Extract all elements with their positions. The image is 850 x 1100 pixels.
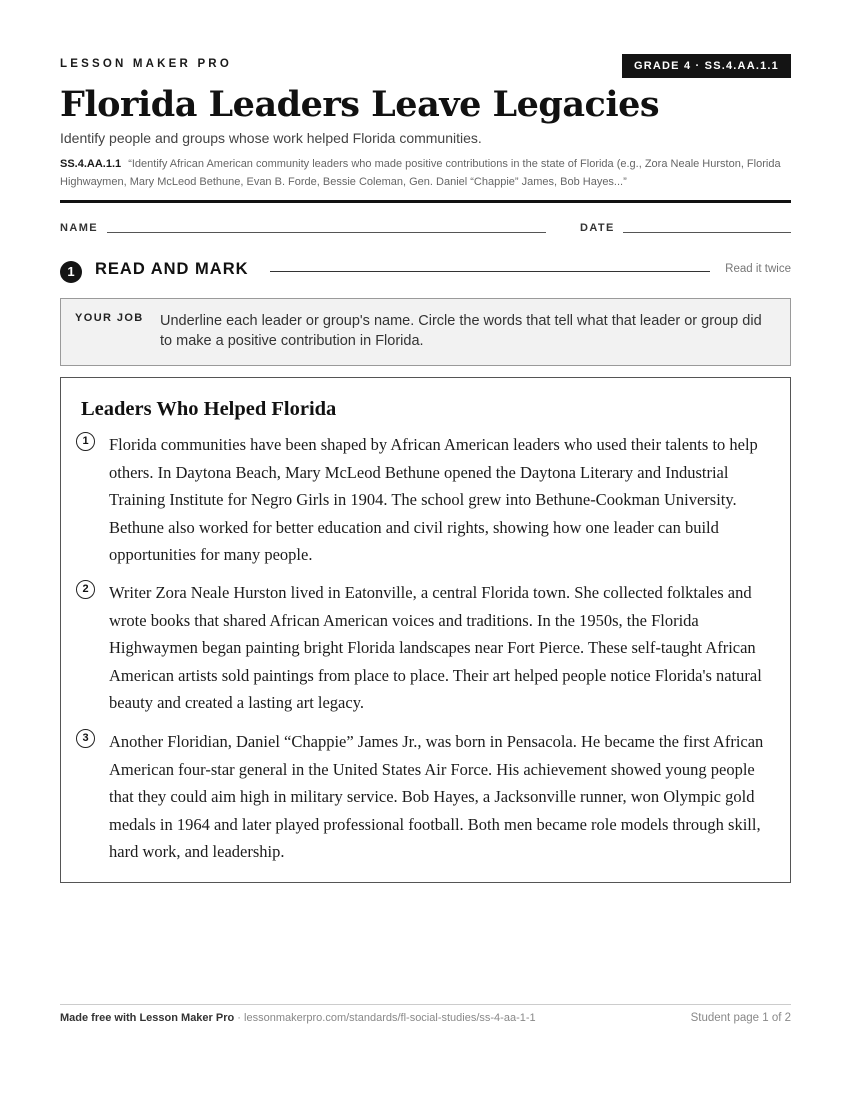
instructions-label: YOUR JOB [75,312,144,324]
brand-name: LESSON MAKER PRO [60,58,232,70]
section-note: Read it twice [725,263,791,275]
name-field-line[interactable] [107,232,546,233]
footer-separator: · [237,1012,245,1024]
instructions-text: Underline each leader or group's name. Circle the words that tell what that leader or group did to make a positive contribution in Florida. [160,313,762,349]
page-title: Florida Leaders Leave Legacies [60,84,660,125]
date-label: DATE [580,222,615,234]
reading-passage [60,377,791,883]
date-field-line[interactable] [623,232,791,233]
page-subtitle: Identify people and groups whose work helped Florida communities. [60,130,482,146]
footer-made-with: Made free with Lesson Maker Pro [60,1012,235,1024]
paragraph-number: 1 [76,432,95,451]
name-label: NAME [60,222,98,234]
grade-badge: GRADE 4 · SS.4.AA.1.1 [622,54,791,78]
footer-divider [60,1004,791,1005]
paragraph-number: 2 [76,580,95,599]
paragraph-text[interactable]: Another Floridian, Daniel “Chappie” James Jr., was born in Pensacola. He became the first African American four-star general in the United States Air Force. His achievement showed young people that they could aim high in military service. Bob Hayes, a Jacksonville runner, won Olympic gold medals in 1964 and later played professional football. Both men became role models through skill, hard work, and leadership. [109,732,764,861]
page-indicator: Student page 1 of 2 [690,1012,791,1024]
standard-code: SS.4.AA.1.1 [60,158,122,170]
header-divider [60,200,791,203]
worksheet-page [60,0,791,1100]
section-divider [270,271,710,272]
instructions-box [60,298,791,366]
footer-credit [60,1012,536,1024]
footer-url[interactable]: lessonmakerpro.com/standards/fl-social-studies/ss-4-aa-1-1 [244,1012,536,1024]
standard-text: “Identify African American community leaders who made positive contributions in the state of Florida (e.g., Zora Neale Hurston, Florida Highwaymen, Mary McLeod Bethune, Evan B. Forde, Bessie Coleman, Gen. Daniel “Chappie” James, Bob Hayes...” [60,158,781,188]
paragraph-text[interactable]: Writer Zora Neale Hurston lived in Eatonville, a central Florida town. She collected folktales and wrote books that shared African American voices and traditions. In the 1950s, the Florida Highwaymen began painting bright Florida landscapes near Fort Pierce. These self-taught African American artists sold paintings from place to place. Their art helped people notice Florida's natural beauty and created a lasting art legacy. [109,583,762,712]
passage-title: Leaders Who Helped Florida [81,398,337,420]
section-header [60,259,791,283]
section-title: READ AND MARK [95,260,249,278]
paragraph-text[interactable]: Florida communities have been shaped by African American leaders who used their talents to help others. In Daytona Beach, Mary McLeod Bethune opened the Daytona Literary and Industrial Training Institute for Negro Girls in 1904. The school grew into Bethune-Cookman University. Bethune also worked for better education and civil rights, showing how one leader can build opportunities for many people. [109,435,758,564]
paragraph-number: 3 [76,729,95,748]
standard-description [60,155,791,191]
section-number-badge: 1 [60,261,82,283]
